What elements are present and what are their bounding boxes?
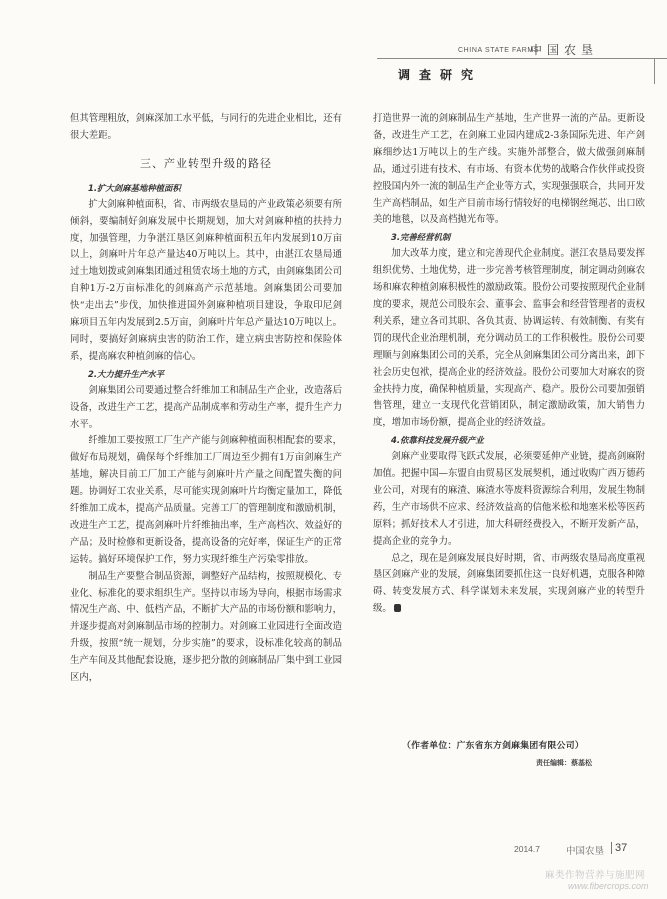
paragraph: 纤维加工要按照工厂生产产能与剑麻种植面积相配套的要求，做好布局规划，确保每个纤维加工厂周边至少拥有1万亩剑麻生产基地，解决目前工厂加工产能与剑麻叶片产量之间配置失衡的问题。协调好工农业关系，尽可能实现剑麻叶片均衡定量加工，降低纤维加工成本，提高产品质量。完善工厂的管理制度和激励机制，改进生产工艺，提高剑麻叶片纤维抽出率，生产高档次、效益好的产品；及时检修和更新设备，提高设备的完好率，保证生产的正常运转。搞好环境保护工作，努力实现纤维生产污染零排放。	[70, 435, 342, 565]
footer-divider	[611, 842, 612, 854]
paragraph: 剑麻集团公司要通过整合纤维加工和制品生产企业，改造落后设备，改进生产工艺，提高产品制成率和劳动生产率，提升生产力水平。	[70, 384, 342, 430]
journal-english-name: CHINA STATE FARMS	[458, 47, 540, 54]
responsible-editor: 责任编辑：蔡基松	[536, 758, 592, 767]
section-title: 三、产业转型升级的路径	[140, 156, 272, 170]
journal-chinese-name: 中国农垦	[530, 43, 599, 57]
watermark-text: 麻类作物营养与施肥网	[545, 870, 646, 881]
author-affiliation: （作者单位：广东省东方剑麻集团有限公司）	[402, 741, 584, 751]
paragraph: 打造世界一流的剑麻制品生产基地，生产世界一流的产品。更新设备，改进生产工艺，在剑麻工业园内建成2-3条国际先进、年产剑麻细纱达1万吨以上的生产线。实施外部整合，做大做强剑麻制品，通过引进有技术、有市场、有资本优势的战略合作伙伴或投资控股国内外一流的制品生产企业等方式，实现强强联合，共同开发生产高档制品，如生产目前市场行情较好的电梯钢丝绳芯、出口欧美的地毯，以及高档抛光布等。	[373, 113, 645, 226]
header-rule	[377, 58, 667, 59]
left-column	[70, 111, 342, 687]
closing-paragraph	[373, 551, 645, 619]
paragraph: 但其管理粗放，剑麻深加工水平低，与同行的先进企业相比，还有很大差距。	[70, 113, 342, 141]
right-column	[373, 111, 645, 618]
end-mark-icon	[394, 604, 401, 612]
subheading-3: 3.完善经营机制	[391, 232, 451, 243]
page-number: 37	[615, 842, 628, 854]
column-title: 调查研究	[398, 68, 483, 82]
paragraph: 剑麻产业要取得飞跃式发展，必须要延伸产业链，提高剑麻附加值。把握中国—东盟自由贸易区发展契机，通过收购广西万德药业公司，对现有的麻渣、麻渣水等废料资源综合利用，发展生物制药，生产市场供不应求、经济效益高的信他米松和地塞米松等医药原料；抓好技术人才引进，加大科研经费投入，不断开发新产品，提高企业的竞争力。	[373, 451, 645, 547]
issue-date: 2014.7	[514, 844, 540, 854]
subheading-2: 2.大力提升生产水平	[88, 368, 165, 379]
watermark-url: www.fibercrops.com	[568, 881, 649, 891]
paragraph: 加大改革力度，建立和完善现代企业制度。湛江农垦局要发挥组织优势、土地优势，进一步完善考核管理制度，制定调动剑麻农场和麻农种植剑麻积极性的激励政策。股份公司要按照现代企业制度的要求，规范公司股东会、董事会、监事会和经营管理者的责权利关系，建立各司其职、各负其责、协调运转、有效制衡、有奖有罚的现代企业治理机制，充分调动员工的工作积极性。股份公司要理顺与剑麻集团公司的关系，完全从剑麻集团公司分离出来，卸下社会历史包袱，提高企业的经济效益。股份公司要加大对麻农的资金扶持力度，确保种植质量，实现高产、稳产。股份公司要加强销售管理，建立一支现代化营销团队，制定激励政策，加大销售力度，增加市场份额，提高企业的经济效益。	[373, 248, 645, 429]
subheading-4: 4.依靠科技发展升级产业	[391, 435, 484, 446]
closing-text: 总之，现在是剑麻发展良好时期，省、市两级农垦局高度重视垦区剑麻产业的发展，剑麻集团要抓住这一良好机遇，克服各种障碍、转变发展方式、科学谋划未来发展，实现剑麻产业的转型升级。	[373, 552, 645, 615]
paragraph: 扩大剑麻种植面积，省、市两级农垦局的产业政策必须要有所倾斜，要编制好剑麻发展中长期规划，加大对剑麻种植的扶持力度，加强管理，力争湛江垦区剑麻种植面积五年内发展到10万亩以上，剑麻叶片年总产量达40万吨以上。其中，由湛江农垦局通过土地划拨或剑麻集团通过租赁农场土地的方式，由剑麻集团公司自种1万-2万亩标准化的剑麻高产示范基地。剑麻集团公司要加快“走出去”步伐，加快推进国外剑麻种植项目建设，争取印尼剑麻项目五年内发展到2.5万亩，剑麻叶片年总产量达10万吨以上。同时，要搞好剑麻病虫害的防治工作，建立病虫害防控和保险体系，提高麻农种植剑麻的信心。	[70, 198, 342, 362]
subheading-1: 1.扩大剑麻基地种植面积	[88, 182, 181, 193]
paragraph: 制品生产要整合制品资源，调整好产品结构，按照规模化、专业化、标准化的要求组织生产。坚持以市场为导向，根据市场需求情况生产高、中、低档产品，不断扩大产品的市场份额和影响力，并逐步提高对剑麻制品市场的控制力。对剑麻工业园进行全面改造升级，按照“统一规划，分步实施”的要求，设标准化较高的制品生产车间及其他配套设施，逐步把分散的剑麻制品厂集中到工业园区内，	[70, 570, 342, 684]
header-rule-tick	[654, 58, 655, 84]
footer-journal-name: 中国农垦	[566, 846, 605, 857]
